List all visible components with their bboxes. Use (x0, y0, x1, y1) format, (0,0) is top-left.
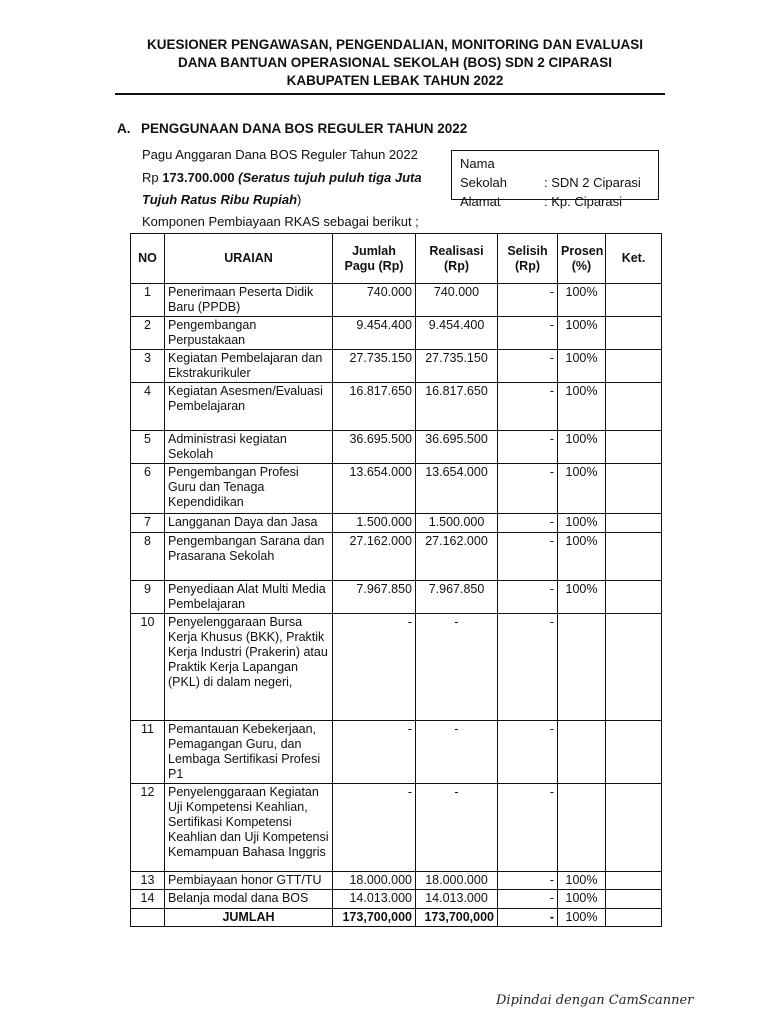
pagu-amount-line (142, 170, 422, 185)
total-realisasi: 173,700,000 (416, 909, 498, 927)
school-address-value: : Kp. Ciparasi (544, 194, 623, 209)
table-row (131, 614, 662, 721)
header-no: NO (131, 234, 165, 284)
title-line-2: DANA BANTUAN OPERASIONAL SEKOLAH (BOS) SDN 2 CIPARASI (177, 55, 613, 70)
cell-realisasi: 1.500.000 (416, 514, 498, 533)
cell-ket (606, 514, 662, 533)
table-row (131, 721, 662, 784)
cell-realisasi: 27.162.000 (416, 533, 498, 581)
cell-prosen: 100% (558, 514, 606, 533)
scanner-watermark: Dipindai dengan CamScanner (496, 993, 694, 1008)
komponen-label: Komponen Pembiayaan RKAS sebagai berikut ; (142, 214, 419, 229)
cell-uraian: Penyelenggaraan Bursa Kerja Khusus (BKK), Praktik Kerja Industri (Prakerin) atau Praktik Kerja Lapangan (PKL) di dalam negeri, (165, 614, 333, 721)
school-address-row (460, 192, 658, 211)
school-address-label: Alamat (460, 194, 501, 209)
cell-no: 11 (131, 721, 165, 784)
cell-ket (606, 284, 662, 317)
cell-selisih: - (498, 350, 558, 383)
cell-pagu: 36.695.500 (333, 431, 416, 464)
cell-prosen: 100% (558, 581, 606, 614)
cell-ket (606, 784, 662, 872)
cell-prosen: 100% (558, 533, 606, 581)
cell-selisih: - (498, 317, 558, 350)
cell-pagu: 18.000.000 (333, 872, 416, 890)
cell-uraian: Kegiatan Pembelajaran dan Ekstrakurikuler (165, 350, 333, 383)
cell-prosen: 100% (558, 464, 606, 514)
cell-ket (606, 721, 662, 784)
total-prosen: 100% (558, 909, 606, 927)
cell-prosen (558, 784, 606, 872)
cell-pagu: 740.000 (333, 284, 416, 317)
amount-prefix: Rp (142, 170, 159, 185)
total-ket-cell (606, 909, 662, 927)
table-row (131, 350, 662, 383)
cell-ket (606, 431, 662, 464)
cell-selisih: - (498, 721, 558, 784)
cell-pagu: 9.454.400 (333, 317, 416, 350)
cell-prosen: 100% (558, 284, 606, 317)
cell-realisasi: 14.013.000 (416, 890, 498, 909)
cell-selisih: - (498, 383, 558, 431)
total-selisih: - (498, 909, 558, 927)
title-divider (115, 93, 665, 95)
school-name-label: Nama Sekolah (460, 156, 507, 190)
cell-no: 4 (131, 383, 165, 431)
total-no-cell (131, 909, 165, 927)
table-row (131, 890, 662, 909)
cell-realisasi: 36.695.500 (416, 431, 498, 464)
table-row (131, 872, 662, 890)
amount-words-close: ) (297, 192, 302, 207)
table-row (131, 464, 662, 514)
cell-pagu: 27.162.000 (333, 533, 416, 581)
cell-prosen: 100% (558, 317, 606, 350)
cell-pagu: 7.967.850 (333, 581, 416, 614)
title-line-3: KABUPATEN LEBAK TAHUN 2022 (286, 73, 504, 88)
cell-selisih: - (498, 284, 558, 317)
cell-ket (606, 890, 662, 909)
school-info-box (451, 150, 659, 209)
amount-words-line (142, 192, 301, 207)
cell-realisasi: - (416, 784, 498, 872)
cell-ket (606, 383, 662, 431)
cell-pagu: - (333, 784, 416, 872)
cell-selisih: - (498, 533, 558, 581)
cell-ket (606, 872, 662, 890)
total-label: JUMLAH (165, 909, 333, 927)
table-row (131, 533, 662, 581)
cell-ket (606, 581, 662, 614)
cell-realisasi: 7.967.850 (416, 581, 498, 614)
cell-selisih: - (498, 872, 558, 890)
cell-uraian: Pembiayaan honor GTT/TU (165, 872, 333, 890)
cell-no: 13 (131, 872, 165, 890)
cell-selisih: - (498, 784, 558, 872)
cell-uraian: Penerimaan Peserta Didik Baru (PPDB) (165, 284, 333, 317)
cell-prosen (558, 614, 606, 721)
section-letter: A. (117, 121, 131, 136)
cell-pagu: - (333, 614, 416, 721)
header-ket: Ket. (606, 234, 662, 284)
title-line-1: KUESIONER PENGAWASAN, PENGENDALIAN, MONITORING DAN EVALUASI (146, 37, 644, 52)
cell-selisih: - (498, 464, 558, 514)
cell-pagu: 27.735.150 (333, 350, 416, 383)
table-row (131, 514, 662, 533)
cell-selisih: - (498, 514, 558, 533)
header-selisih: Selisih (Rp) (498, 234, 558, 284)
cell-no: 3 (131, 350, 165, 383)
cell-realisasi: - (416, 721, 498, 784)
cell-realisasi: 27.735.150 (416, 350, 498, 383)
cell-uraian: Belanja modal dana BOS (165, 890, 333, 909)
cell-selisih: - (498, 890, 558, 909)
cell-uraian: Langganan Daya dan Jasa (165, 514, 333, 533)
cell-pagu: 14.013.000 (333, 890, 416, 909)
cell-realisasi: 18.000.000 (416, 872, 498, 890)
cell-uraian: Administrasi kegiatan Sekolah (165, 431, 333, 464)
cell-pagu: 16.817.650 (333, 383, 416, 431)
cell-pagu: 1.500.000 (333, 514, 416, 533)
cell-selisih: - (498, 431, 558, 464)
table-row (131, 317, 662, 350)
cell-prosen (558, 721, 606, 784)
cell-no: 7 (131, 514, 165, 533)
cell-ket (606, 533, 662, 581)
cell-no: 2 (131, 317, 165, 350)
cell-uraian: Pengembangan Perpustakaan (165, 317, 333, 350)
cell-ket (606, 350, 662, 383)
table-row (131, 431, 662, 464)
cell-ket (606, 464, 662, 514)
table-header-row (131, 234, 662, 284)
cell-realisasi: - (416, 614, 498, 721)
cell-ket (606, 317, 662, 350)
cell-no: 6 (131, 464, 165, 514)
cell-ket (606, 614, 662, 721)
cell-prosen: 100% (558, 890, 606, 909)
rkas-table (130, 233, 662, 927)
cell-uraian: Kegiatan Asesmen/Evaluasi Pembelajaran (165, 383, 333, 431)
table-row (131, 383, 662, 431)
table-row (131, 581, 662, 614)
header-pagu: Jumlah Pagu (Rp) (333, 234, 416, 284)
cell-no: 9 (131, 581, 165, 614)
table-row (131, 284, 662, 317)
cell-prosen: 100% (558, 383, 606, 431)
cell-no: 8 (131, 533, 165, 581)
section-heading (117, 121, 467, 136)
cell-realisasi: 16.817.650 (416, 383, 498, 431)
pagu-label: Pagu Anggaran Dana BOS Reguler Tahun 2022 (142, 147, 418, 162)
cell-uraian: Pemantauan Kebekerjaan, Pemagangan Guru, dan Lembaga Sertifikasi Profesi P1 (165, 721, 333, 784)
cell-selisih: - (498, 581, 558, 614)
cell-prosen: 100% (558, 350, 606, 383)
cell-pagu: - (333, 721, 416, 784)
cell-pagu: 13.654.000 (333, 464, 416, 514)
cell-realisasi: 9.454.400 (416, 317, 498, 350)
section-title: PENGGUNAAN DANA BOS REGULER TAHUN 2022 (141, 121, 468, 136)
cell-uraian: Pengembangan Profesi Guru dan Tenaga Kependidikan (165, 464, 333, 514)
cell-uraian: Pengembangan Sarana dan Prasarana Sekolah (165, 533, 333, 581)
document-title (100, 36, 690, 90)
cell-no: 10 (131, 614, 165, 721)
table-body (131, 284, 662, 909)
cell-no: 14 (131, 890, 165, 909)
cell-realisasi: 13.654.000 (416, 464, 498, 514)
cell-no: 1 (131, 284, 165, 317)
cell-prosen: 100% (558, 872, 606, 890)
cell-no: 12 (131, 784, 165, 872)
cell-no: 5 (131, 431, 165, 464)
table-row (131, 784, 662, 872)
cell-realisasi: 740.000 (416, 284, 498, 317)
school-name-value: : SDN 2 Ciparasi (544, 175, 641, 190)
cell-uraian: Penyelenggaraan Kegiatan Uji Kompetensi Keahlian, Sertifikasi Kompetensi Keahlian dan Uji Kompetensi Kemampuan Bahasa Inggris (165, 784, 333, 872)
amount-words-2: Tujuh Ratus Ribu Rupiah (142, 192, 298, 207)
total-pagu: 173,700,000 (333, 909, 416, 927)
cell-selisih: - (498, 614, 558, 721)
school-name-row (460, 154, 658, 192)
header-realisasi: Realisasi (Rp) (416, 234, 498, 284)
amount-words-1: (Seratus tujuh puluh tiga Juta (238, 170, 422, 185)
total-row (131, 909, 662, 927)
pagu-amount: 173.700.000 (162, 170, 235, 185)
header-prosen: Prosen (%) (558, 234, 606, 284)
header-uraian: URAIAN (165, 234, 333, 284)
cell-uraian: Penyediaan Alat Multi Media Pembelajaran (165, 581, 333, 614)
cell-prosen: 100% (558, 431, 606, 464)
